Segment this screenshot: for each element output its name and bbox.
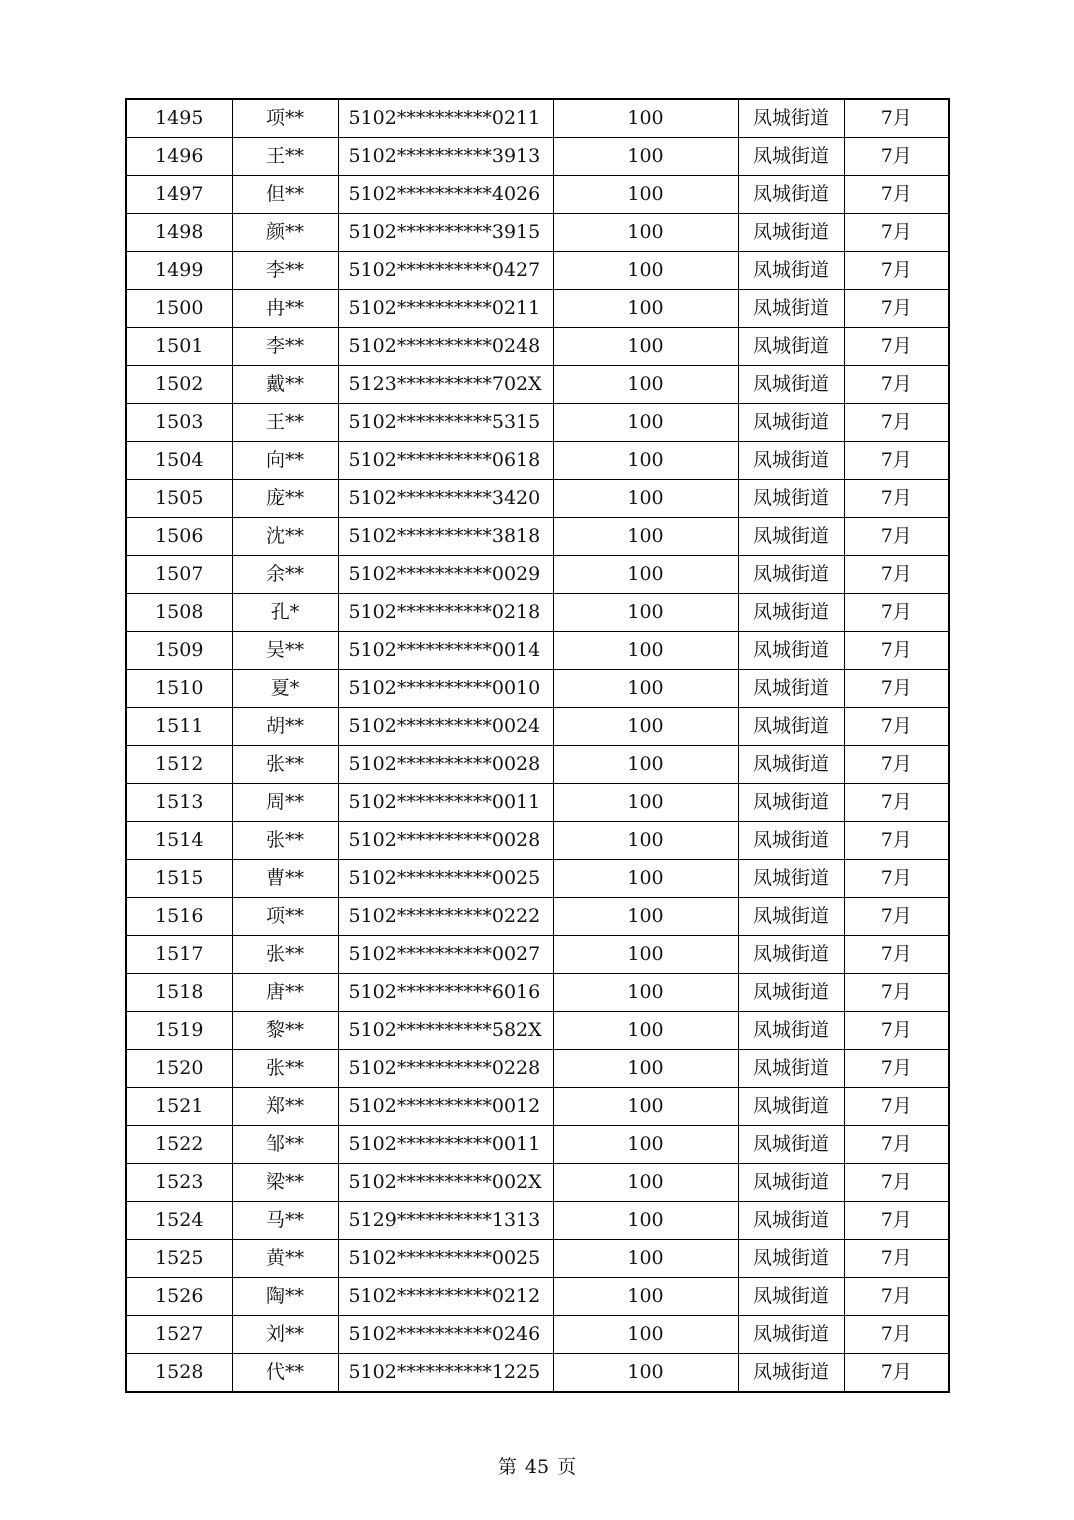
serial-number-cell: 1519 [126, 1012, 232, 1050]
serial-number-cell: 1512 [126, 746, 232, 784]
table-row [126, 632, 949, 670]
name-cell: 郑** [232, 1088, 338, 1126]
id-number-cell: 5102**********0014 [338, 632, 553, 670]
amount-cell: 100 [553, 594, 738, 632]
name-cell: 向** [232, 442, 338, 480]
id-number-cell: 5102**********0028 [338, 822, 553, 860]
name-cell: 张** [232, 936, 338, 974]
street-cell: 凤城街道 [738, 936, 844, 974]
id-number-cell: 5102**********0211 [338, 99, 553, 138]
id-number-cell: 5102**********0211 [338, 290, 553, 328]
name-cell: 陶** [232, 1278, 338, 1316]
month-cell: 7月 [844, 556, 949, 594]
month-cell: 7月 [844, 99, 949, 138]
table-row [126, 974, 949, 1012]
street-cell: 凤城街道 [738, 404, 844, 442]
amount-cell: 100 [553, 252, 738, 290]
serial-number-cell: 1501 [126, 328, 232, 366]
street-cell: 凤城街道 [738, 898, 844, 936]
serial-number-cell: 1523 [126, 1164, 232, 1202]
name-cell: 刘** [232, 1316, 338, 1354]
table-row [126, 480, 949, 518]
id-number-cell: 5102**********0029 [338, 556, 553, 594]
name-cell: 梁** [232, 1164, 338, 1202]
name-cell: 张** [232, 822, 338, 860]
month-cell: 7月 [844, 176, 949, 214]
serial-number-cell: 1500 [126, 290, 232, 328]
serial-number-cell: 1516 [126, 898, 232, 936]
table-row [126, 898, 949, 936]
id-number-cell: 5102**********0618 [338, 442, 553, 480]
serial-number-cell: 1507 [126, 556, 232, 594]
serial-number-cell: 1526 [126, 1278, 232, 1316]
month-cell: 7月 [844, 860, 949, 898]
serial-number-cell: 1522 [126, 1126, 232, 1164]
serial-number-cell: 1524 [126, 1202, 232, 1240]
name-cell: 庞** [232, 480, 338, 518]
table-row [126, 1088, 949, 1126]
month-cell: 7月 [844, 366, 949, 404]
table-row [126, 936, 949, 974]
serial-number-cell: 1528 [126, 1354, 232, 1393]
id-number-cell: 5102**********6016 [338, 974, 553, 1012]
month-cell: 7月 [844, 822, 949, 860]
name-cell: 颜** [232, 214, 338, 252]
table-row [126, 860, 949, 898]
name-cell: 张** [232, 1050, 338, 1088]
amount-cell: 100 [553, 176, 738, 214]
amount-cell: 100 [553, 1278, 738, 1316]
month-cell: 7月 [844, 404, 949, 442]
id-number-cell: 5102**********1225 [338, 1354, 553, 1393]
month-cell: 7月 [844, 1278, 949, 1316]
name-cell: 冉** [232, 290, 338, 328]
serial-number-cell: 1509 [126, 632, 232, 670]
amount-cell: 100 [553, 670, 738, 708]
month-cell: 7月 [844, 594, 949, 632]
amount-cell: 100 [553, 214, 738, 252]
amount-cell: 100 [553, 1126, 738, 1164]
street-cell: 凤城街道 [738, 252, 844, 290]
serial-number-cell: 1511 [126, 708, 232, 746]
serial-number-cell: 1517 [126, 936, 232, 974]
street-cell: 凤城街道 [738, 1354, 844, 1393]
month-cell: 7月 [844, 784, 949, 822]
amount-cell: 100 [553, 1354, 738, 1393]
table-row [126, 176, 949, 214]
street-cell: 凤城街道 [738, 328, 844, 366]
table-row [126, 1050, 949, 1088]
month-cell: 7月 [844, 1240, 949, 1278]
table-row [126, 708, 949, 746]
amount-cell: 100 [553, 290, 738, 328]
name-cell: 黄** [232, 1240, 338, 1278]
table-row [126, 594, 949, 632]
serial-number-cell: 1497 [126, 176, 232, 214]
serial-number-cell: 1495 [126, 99, 232, 138]
street-cell: 凤城街道 [738, 632, 844, 670]
amount-cell: 100 [553, 138, 738, 176]
name-cell: 胡** [232, 708, 338, 746]
name-cell: 孔* [232, 594, 338, 632]
table-row [126, 99, 949, 138]
amount-cell: 100 [553, 860, 738, 898]
roster-table-body [126, 99, 949, 1392]
table-row [126, 822, 949, 860]
month-cell: 7月 [844, 1012, 949, 1050]
amount-cell: 100 [553, 328, 738, 366]
street-cell: 凤城街道 [738, 784, 844, 822]
amount-cell: 100 [553, 1164, 738, 1202]
name-cell: 余** [232, 556, 338, 594]
table-row [126, 366, 949, 404]
street-cell: 凤城街道 [738, 822, 844, 860]
footer-prefix: 第 [497, 1456, 517, 1478]
name-cell: 但** [232, 176, 338, 214]
id-number-cell: 5102**********0246 [338, 1316, 553, 1354]
table-row [126, 518, 949, 556]
serial-number-cell: 1508 [126, 594, 232, 632]
amount-cell: 100 [553, 746, 738, 784]
month-cell: 7月 [844, 1164, 949, 1202]
street-cell: 凤城街道 [738, 860, 844, 898]
id-number-cell: 5102**********3915 [338, 214, 553, 252]
table-row [126, 1240, 949, 1278]
id-number-cell: 5102**********0011 [338, 784, 553, 822]
amount-cell: 100 [553, 898, 738, 936]
table-row [126, 214, 949, 252]
street-cell: 凤城街道 [738, 708, 844, 746]
month-cell: 7月 [844, 1354, 949, 1393]
amount-cell: 100 [553, 518, 738, 556]
amount-cell: 100 [553, 1050, 738, 1088]
amount-cell: 100 [553, 366, 738, 404]
amount-cell: 100 [553, 556, 738, 594]
month-cell: 7月 [844, 480, 949, 518]
street-cell: 凤城街道 [738, 518, 844, 556]
id-number-cell: 5102**********0212 [338, 1278, 553, 1316]
table-row [126, 1354, 949, 1393]
month-cell: 7月 [844, 1126, 949, 1164]
table-row [126, 252, 949, 290]
id-number-cell: 5102**********582X [338, 1012, 553, 1050]
street-cell: 凤城街道 [738, 1240, 844, 1278]
amount-cell: 100 [553, 442, 738, 480]
amount-cell: 100 [553, 974, 738, 1012]
id-number-cell: 5102**********0028 [338, 746, 553, 784]
street-cell: 凤城街道 [738, 214, 844, 252]
month-cell: 7月 [844, 632, 949, 670]
month-cell: 7月 [844, 1088, 949, 1126]
street-cell: 凤城街道 [738, 480, 844, 518]
table-row [126, 1126, 949, 1164]
serial-number-cell: 1527 [126, 1316, 232, 1354]
table-row [126, 1278, 949, 1316]
amount-cell: 100 [553, 708, 738, 746]
street-cell: 凤城街道 [738, 366, 844, 404]
table-row [126, 670, 949, 708]
street-cell: 凤城街道 [738, 1316, 844, 1354]
name-cell: 代** [232, 1354, 338, 1393]
street-cell: 凤城街道 [738, 1050, 844, 1088]
street-cell: 凤城街道 [738, 138, 844, 176]
name-cell: 周** [232, 784, 338, 822]
table-row [126, 1202, 949, 1240]
page-number: 45 [524, 1456, 550, 1478]
table-row [126, 1164, 949, 1202]
month-cell: 7月 [844, 746, 949, 784]
id-number-cell: 5102**********0427 [338, 252, 553, 290]
amount-cell: 100 [553, 936, 738, 974]
street-cell: 凤城街道 [738, 99, 844, 138]
month-cell: 7月 [844, 1316, 949, 1354]
serial-number-cell: 1504 [126, 442, 232, 480]
amount-cell: 100 [553, 822, 738, 860]
serial-number-cell: 1503 [126, 404, 232, 442]
serial-number-cell: 1496 [126, 138, 232, 176]
street-cell: 凤城街道 [738, 176, 844, 214]
id-number-cell: 5102**********0218 [338, 594, 553, 632]
month-cell: 7月 [844, 252, 949, 290]
name-cell: 王** [232, 404, 338, 442]
id-number-cell: 5102**********0024 [338, 708, 553, 746]
month-cell: 7月 [844, 898, 949, 936]
serial-number-cell: 1506 [126, 518, 232, 556]
month-cell: 7月 [844, 1050, 949, 1088]
name-cell: 项** [232, 898, 338, 936]
id-number-cell: 5102**********0010 [338, 670, 553, 708]
street-cell: 凤城街道 [738, 746, 844, 784]
id-number-cell: 5102**********3913 [338, 138, 553, 176]
name-cell: 黎** [232, 1012, 338, 1050]
name-cell: 李** [232, 328, 338, 366]
amount-cell: 100 [553, 1088, 738, 1126]
id-number-cell: 5102**********0011 [338, 1126, 553, 1164]
serial-number-cell: 1499 [126, 252, 232, 290]
id-number-cell: 5102**********0025 [338, 1240, 553, 1278]
serial-number-cell: 1505 [126, 480, 232, 518]
name-cell: 张** [232, 746, 338, 784]
month-cell: 7月 [844, 518, 949, 556]
name-cell: 吴** [232, 632, 338, 670]
month-cell: 7月 [844, 138, 949, 176]
amount-cell: 100 [553, 1012, 738, 1050]
serial-number-cell: 1514 [126, 822, 232, 860]
name-cell: 夏* [232, 670, 338, 708]
id-number-cell: 5102**********0025 [338, 860, 553, 898]
amount-cell: 100 [553, 632, 738, 670]
id-number-cell: 5102**********0027 [338, 936, 553, 974]
month-cell: 7月 [844, 708, 949, 746]
table-row [126, 746, 949, 784]
roster-table [125, 98, 950, 1393]
street-cell: 凤城街道 [738, 1088, 844, 1126]
month-cell: 7月 [844, 442, 949, 480]
page-footer [0, 1455, 1074, 1479]
name-cell: 马** [232, 1202, 338, 1240]
street-cell: 凤城街道 [738, 556, 844, 594]
serial-number-cell: 1515 [126, 860, 232, 898]
name-cell: 王** [232, 138, 338, 176]
month-cell: 7月 [844, 328, 949, 366]
id-number-cell: 5102**********0248 [338, 328, 553, 366]
amount-cell: 100 [553, 404, 738, 442]
amount-cell: 100 [553, 784, 738, 822]
id-number-cell: 5102**********5315 [338, 404, 553, 442]
serial-number-cell: 1525 [126, 1240, 232, 1278]
name-cell: 沈** [232, 518, 338, 556]
table-row [126, 328, 949, 366]
name-cell: 唐** [232, 974, 338, 1012]
street-cell: 凤城街道 [738, 1164, 844, 1202]
footer-suffix: 页 [557, 1456, 577, 1478]
street-cell: 凤城街道 [738, 670, 844, 708]
month-cell: 7月 [844, 214, 949, 252]
name-cell: 戴** [232, 366, 338, 404]
id-number-cell: 5102**********3818 [338, 518, 553, 556]
street-cell: 凤城街道 [738, 1012, 844, 1050]
serial-number-cell: 1518 [126, 974, 232, 1012]
table-row [126, 1012, 949, 1050]
street-cell: 凤城街道 [738, 1126, 844, 1164]
name-cell: 项** [232, 99, 338, 138]
id-number-cell: 5102**********0222 [338, 898, 553, 936]
month-cell: 7月 [844, 290, 949, 328]
serial-number-cell: 1510 [126, 670, 232, 708]
street-cell: 凤城街道 [738, 290, 844, 328]
table-row [126, 784, 949, 822]
street-cell: 凤城街道 [738, 442, 844, 480]
table-row [126, 138, 949, 176]
id-number-cell: 5102**********0012 [338, 1088, 553, 1126]
id-number-cell: 5123**********702X [338, 366, 553, 404]
id-number-cell: 5129**********1313 [338, 1202, 553, 1240]
street-cell: 凤城街道 [738, 1278, 844, 1316]
street-cell: 凤城街道 [738, 1202, 844, 1240]
serial-number-cell: 1513 [126, 784, 232, 822]
table-row [126, 404, 949, 442]
id-number-cell: 5102**********002X [338, 1164, 553, 1202]
amount-cell: 100 [553, 1240, 738, 1278]
amount-cell: 100 [553, 480, 738, 518]
table-row [126, 442, 949, 480]
serial-number-cell: 1502 [126, 366, 232, 404]
id-number-cell: 5102**********3420 [338, 480, 553, 518]
month-cell: 7月 [844, 1202, 949, 1240]
id-number-cell: 5102**********0228 [338, 1050, 553, 1088]
month-cell: 7月 [844, 974, 949, 1012]
serial-number-cell: 1520 [126, 1050, 232, 1088]
name-cell: 邹** [232, 1126, 338, 1164]
month-cell: 7月 [844, 936, 949, 974]
table-row [126, 1316, 949, 1354]
serial-number-cell: 1498 [126, 214, 232, 252]
serial-number-cell: 1521 [126, 1088, 232, 1126]
amount-cell: 100 [553, 1316, 738, 1354]
amount-cell: 100 [553, 1202, 738, 1240]
name-cell: 李** [232, 252, 338, 290]
table-row [126, 556, 949, 594]
month-cell: 7月 [844, 670, 949, 708]
table-row [126, 290, 949, 328]
street-cell: 凤城街道 [738, 594, 844, 632]
street-cell: 凤城街道 [738, 974, 844, 1012]
id-number-cell: 5102**********4026 [338, 176, 553, 214]
amount-cell: 100 [553, 99, 738, 138]
name-cell: 曹** [232, 860, 338, 898]
